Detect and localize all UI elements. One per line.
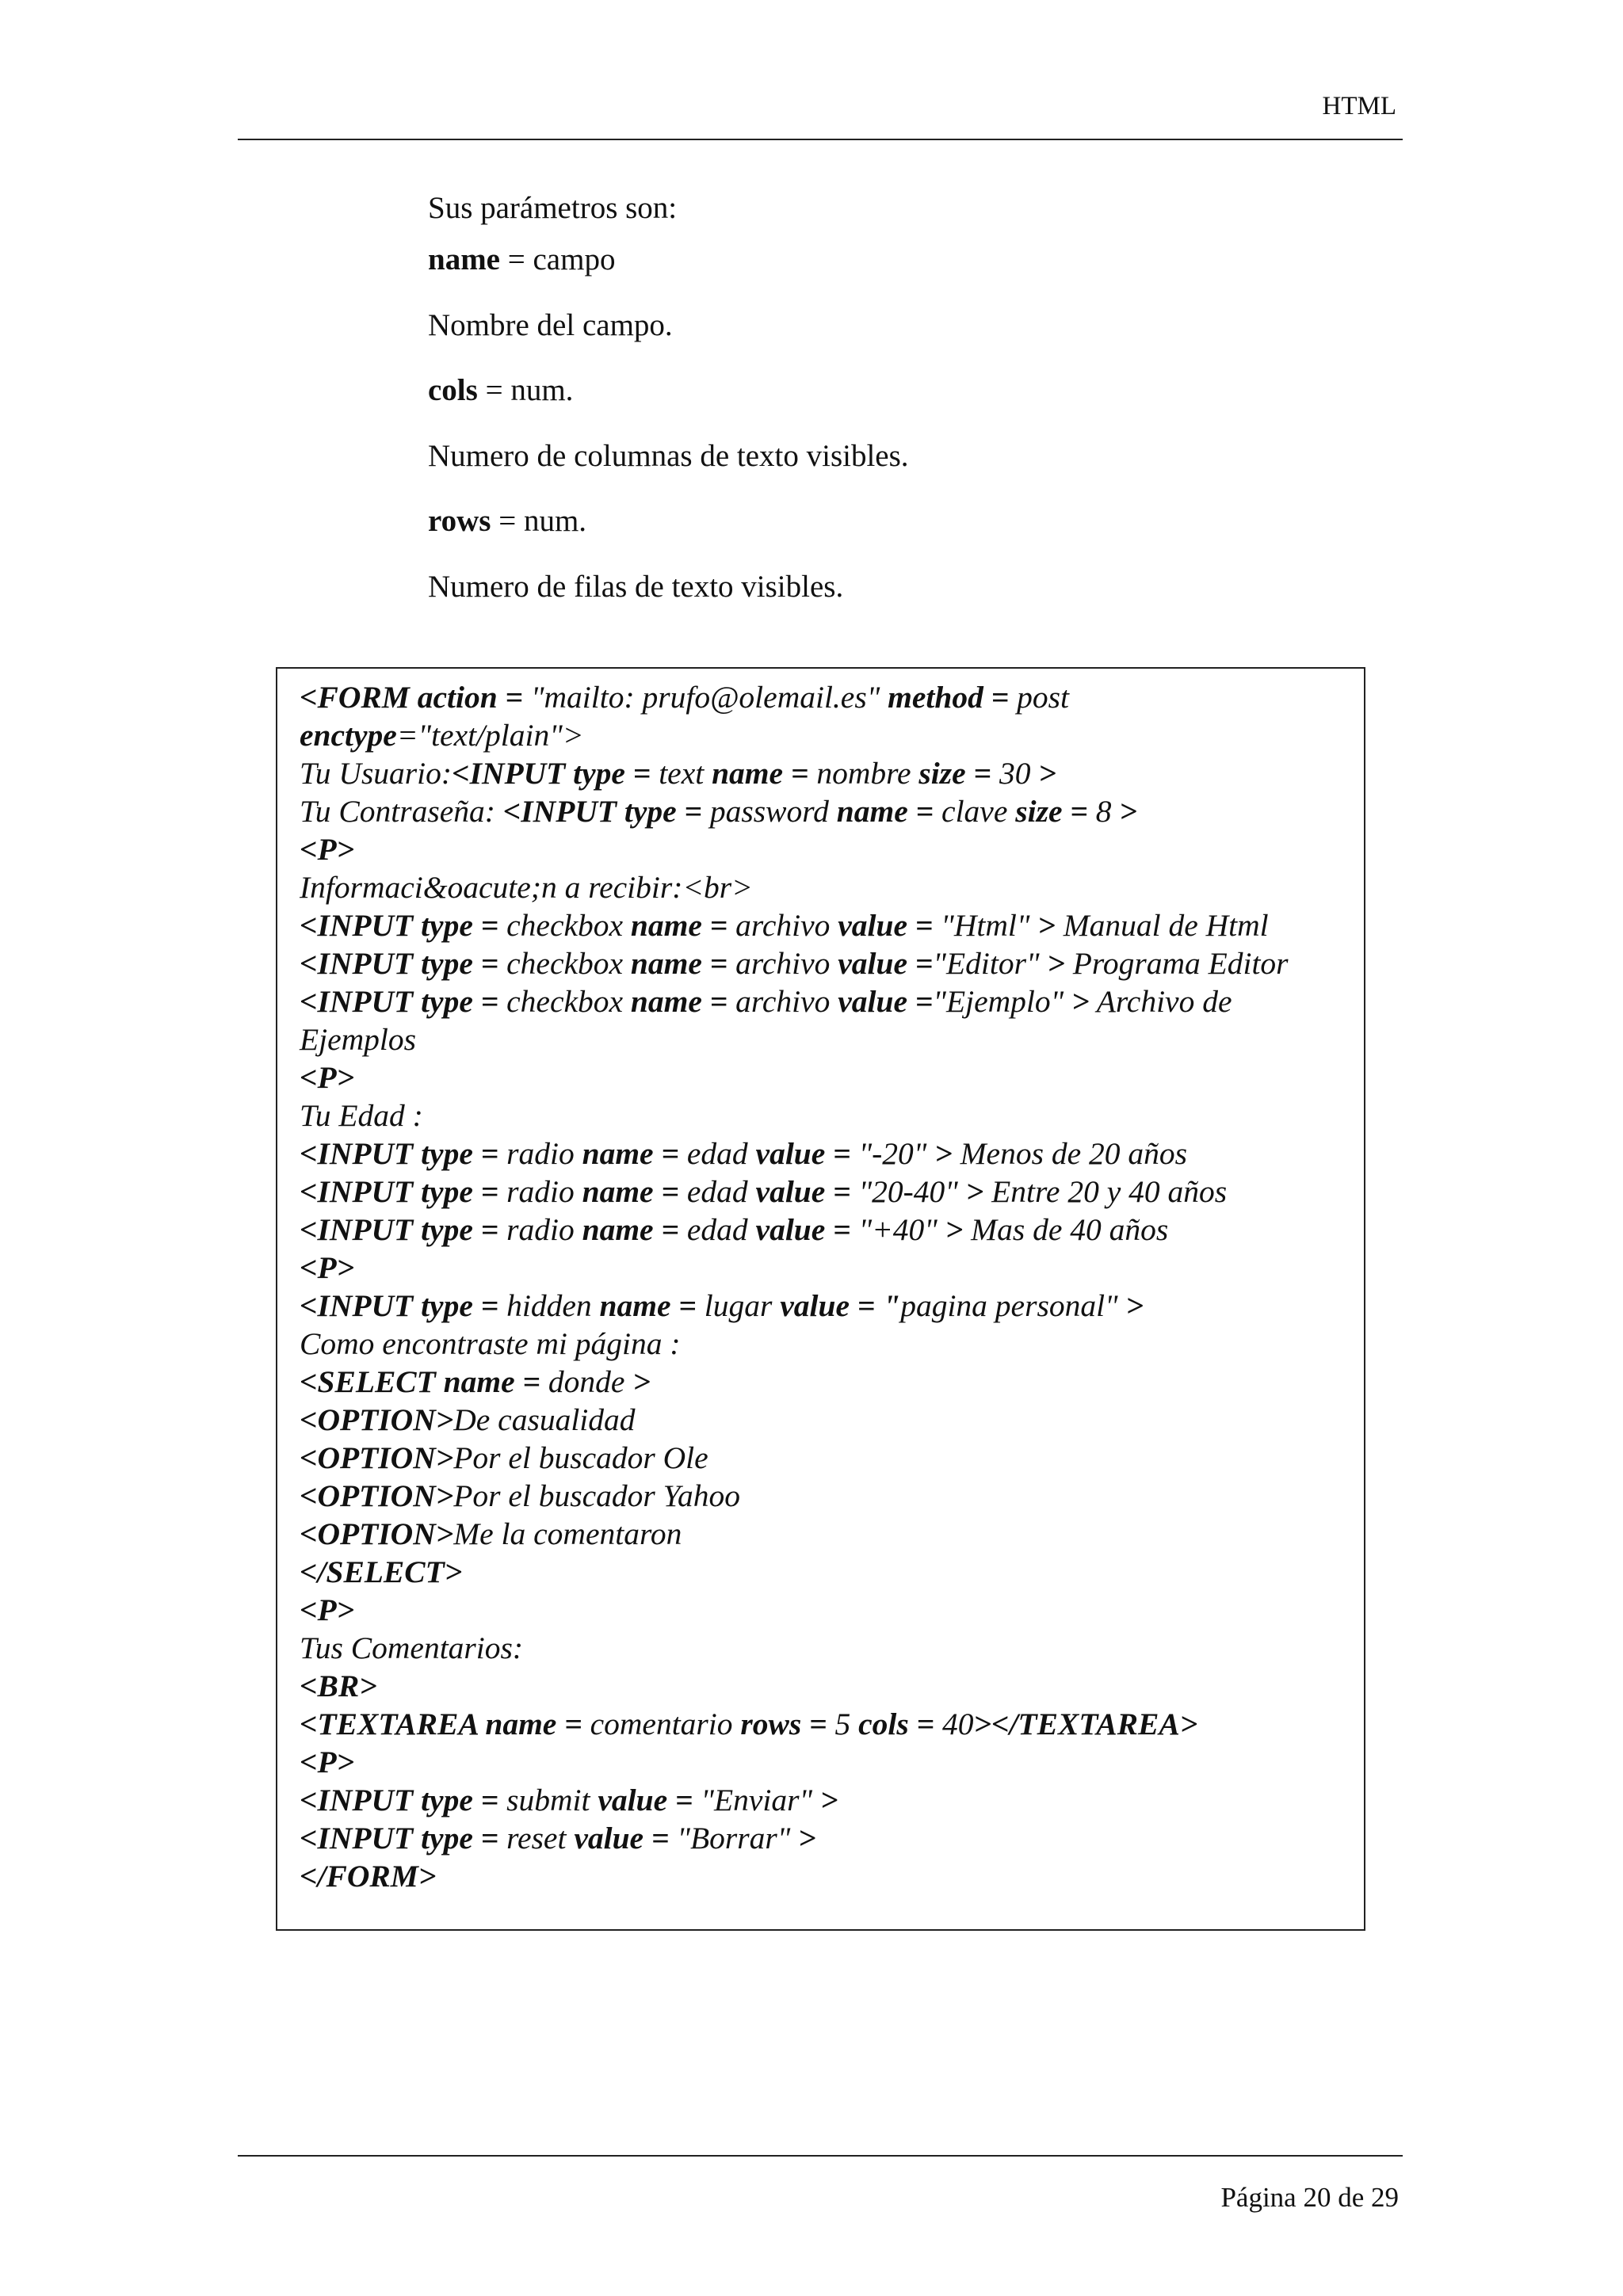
code-segment: checkbox: [506, 908, 631, 943]
code-segment: <OPTION>: [300, 1440, 454, 1475]
code-segment: =: [825, 1174, 859, 1209]
code-segment: name: [582, 1174, 654, 1209]
code-segment: text: [659, 756, 712, 791]
code-segment: name: [712, 756, 784, 791]
code-line: [300, 1325, 1354, 1363]
code-segment: value: [838, 984, 908, 1019]
code-segment: "-20": [858, 1136, 935, 1171]
code-line: [300, 1553, 1354, 1591]
code-line: [300, 1173, 1354, 1211]
code-segment: Tu Contraseña:: [300, 794, 503, 829]
code-segment: clave: [941, 794, 1016, 829]
code-segment: <P>: [300, 1060, 355, 1095]
code-segment: <INPUT type: [300, 1821, 473, 1855]
code-segment: "+40": [858, 1212, 945, 1247]
code-segment: =: [1062, 794, 1096, 829]
code-segment: =: [907, 984, 934, 1019]
code-segment: <INPUT type: [300, 1174, 473, 1209]
code-segment: rows: [740, 1707, 802, 1741]
code-segment: "20-40": [858, 1174, 966, 1209]
code-segment: =: [907, 946, 934, 981]
code-line: [300, 678, 1354, 716]
code-segment: =: [670, 1288, 705, 1323]
code-listing: [300, 678, 1354, 1895]
code-segment: radio: [506, 1212, 582, 1247]
param-rows-line: [428, 503, 586, 539]
code-line: [300, 1629, 1354, 1667]
code-line: [300, 1439, 1354, 1477]
code-line: [300, 1020, 1354, 1058]
code-segment: comentario: [590, 1707, 741, 1741]
code-line: [300, 944, 1354, 982]
code-segment: </SELECT>: [300, 1554, 463, 1589]
param-key: cols: [428, 373, 478, 407]
code-segment: Por el buscador Ole: [453, 1440, 708, 1475]
code-segment: "Ejemplo": [933, 984, 1072, 1019]
code-line: [300, 1058, 1354, 1097]
code-segment: reset: [506, 1821, 575, 1855]
code-segment: "Html": [941, 908, 1038, 943]
code-segment: Por el buscador Yahoo: [453, 1478, 740, 1513]
code-segment: =: [801, 1707, 835, 1741]
code-segment: donde: [548, 1364, 633, 1399]
code-segment: Mas de 40 años: [963, 1212, 1169, 1247]
code-segment: >: [945, 1212, 964, 1247]
code-segment: <INPUT type: [300, 984, 473, 1019]
code-segment: De casualidad: [453, 1402, 636, 1437]
code-segment: enctype: [300, 718, 397, 753]
code-segment: Tu Usuario:: [300, 756, 453, 791]
code-segment: =: [825, 1212, 859, 1247]
code-segment: "Enviar": [701, 1783, 820, 1817]
code-segment: archivo: [735, 946, 838, 981]
code-example-box: [276, 667, 1365, 1931]
param-value: = num.: [491, 504, 587, 538]
code-segment: value: [838, 908, 908, 943]
code-segment: name: [630, 946, 702, 981]
code-segment: <P>: [300, 1745, 355, 1779]
code-segment: edad: [686, 1136, 756, 1171]
code-segment: size: [1015, 794, 1063, 829]
code-segment: <INPUT type: [502, 794, 677, 829]
code-segment: >: [632, 1364, 651, 1399]
code-segment: size: [918, 756, 966, 791]
code-segment: =: [701, 908, 736, 943]
code-line: [300, 982, 1354, 1020]
code-segment: >: [1037, 908, 1056, 943]
code-line: [300, 1287, 1354, 1325]
code-segment: =: [825, 1136, 859, 1171]
code-segment: 40: [942, 1707, 974, 1741]
code-segment: Entre 20 y 40 años: [983, 1174, 1228, 1209]
code-segment: =: [472, 908, 507, 943]
parameters-intro: Sus parámetros son:: [428, 191, 678, 225]
code-segment: 8: [1095, 794, 1120, 829]
param-name-line: [428, 242, 615, 277]
code-segment: =: [472, 984, 507, 1019]
code-segment: value: [838, 946, 908, 981]
param-rows-desc: Numero de filas de texto visibles.: [428, 570, 844, 604]
code-segment: =: [701, 946, 736, 981]
code-segment: = ": [850, 1288, 901, 1323]
code-segment: value: [574, 1821, 644, 1855]
header-rule: [238, 139, 1403, 140]
code-segment: value: [755, 1174, 826, 1209]
code-segment: edad: [686, 1212, 756, 1247]
code-segment: "mailto: prufo@olemail.es": [530, 680, 888, 715]
code-line: [300, 1249, 1354, 1287]
code-line: [300, 1705, 1354, 1743]
code-segment: =: [653, 1174, 687, 1209]
code-segment: =: [472, 946, 507, 981]
code-segment: >: [819, 1783, 838, 1817]
code-line: [300, 1667, 1354, 1705]
code-segment: Archivo de: [1089, 984, 1232, 1019]
code-line: [300, 830, 1354, 868]
code-segment: >: [798, 1821, 816, 1855]
code-segment: value: [755, 1212, 826, 1247]
code-line: [300, 1363, 1354, 1401]
code-segment: Me la comentaron: [453, 1516, 682, 1551]
code-line: [300, 1819, 1354, 1857]
code-line: [300, 1591, 1354, 1629]
code-segment: name: [836, 794, 908, 829]
code-segment: >: [934, 1136, 953, 1171]
code-segment: Manual de Html: [1055, 908, 1269, 943]
code-segment: <INPUT type: [300, 1288, 473, 1323]
code-segment: >: [1038, 756, 1056, 791]
code-segment: "Editor": [933, 946, 1048, 981]
code-segment: =: [908, 1707, 943, 1741]
code-segment: <P>: [300, 1592, 355, 1627]
code-segment: value: [598, 1783, 668, 1817]
code-segment: =: [653, 1212, 687, 1247]
code-segment: <SELECT name: [300, 1364, 515, 1399]
code-segment: pagina personal": [900, 1288, 1126, 1323]
code-segment: =: [907, 908, 941, 943]
code-segment: <OPTION>: [300, 1402, 454, 1437]
code-line: [300, 716, 1354, 754]
code-segment: <P>: [300, 832, 355, 867]
code-segment: =: [965, 756, 999, 791]
code-segment: <INPUT type: [300, 946, 473, 981]
code-segment: >: [1119, 794, 1137, 829]
param-value: = campo: [500, 242, 616, 277]
code-segment: </FORM>: [300, 1859, 437, 1894]
code-line: [300, 792, 1354, 830]
code-line: [300, 754, 1354, 792]
code-segment: name: [582, 1212, 654, 1247]
code-segment: name: [599, 1288, 671, 1323]
code-segment: ></TEXTAREA>: [973, 1707, 1198, 1741]
code-segment: =: [701, 984, 736, 1019]
code-segment: =: [514, 1364, 548, 1399]
code-segment: =: [676, 794, 710, 829]
code-segment: radio: [506, 1136, 582, 1171]
code-segment: value: [780, 1288, 850, 1323]
code-segment: radio: [506, 1174, 582, 1209]
code-segment: <OPTION>: [300, 1516, 454, 1551]
code-segment: 5: [834, 1707, 859, 1741]
code-segment: Programa Editor: [1064, 946, 1289, 981]
code-line: [300, 1097, 1354, 1135]
code-segment: name: [630, 908, 702, 943]
code-line: [300, 1211, 1354, 1249]
code-segment: Como encontraste mi página :: [300, 1326, 681, 1361]
code-segment: =: [472, 1288, 507, 1323]
code-segment: <P>: [300, 1250, 355, 1285]
code-segment: =: [653, 1136, 687, 1171]
code-line: [300, 906, 1354, 944]
code-segment: cols: [858, 1707, 909, 1741]
code-segment: >: [1071, 984, 1090, 1019]
code-segment: submit: [506, 1783, 598, 1817]
code-segment: <INPUT type: [300, 1783, 473, 1817]
code-segment: Ejemplos: [300, 1022, 417, 1057]
code-segment: archivo: [735, 984, 838, 1019]
code-segment: hidden: [506, 1288, 600, 1323]
code-segment: ="text/plain">: [396, 718, 584, 753]
code-segment: Tus Comentarios:: [300, 1630, 524, 1665]
code-segment: <BR>: [300, 1669, 377, 1703]
param-key: name: [428, 242, 500, 277]
code-segment: >: [965, 1174, 984, 1209]
code-segment: Informaci&oacute;n a recibir:<br>: [300, 870, 753, 905]
code-line: [300, 868, 1354, 906]
code-segment: =: [783, 756, 817, 791]
code-segment: method =: [888, 680, 1018, 715]
code-segment: =: [643, 1821, 678, 1855]
code-segment: archivo: [735, 908, 838, 943]
code-segment: Tu Edad :: [300, 1098, 423, 1133]
code-segment: =: [556, 1707, 590, 1741]
code-segment: =: [624, 756, 659, 791]
code-line: [300, 1477, 1354, 1515]
code-segment: password: [709, 794, 837, 829]
header-title: HTML: [1322, 92, 1396, 120]
code-segment: >: [1047, 946, 1065, 981]
code-segment: <INPUT type: [300, 1212, 473, 1247]
code-segment: =: [472, 1136, 507, 1171]
code-segment: =: [472, 1174, 507, 1209]
param-key: rows: [428, 504, 491, 538]
code-line: [300, 1857, 1354, 1895]
code-segment: =: [497, 680, 531, 715]
code-segment: <TEXTAREA name: [300, 1707, 557, 1741]
code-segment: =: [472, 1212, 507, 1247]
code-segment: name: [582, 1136, 654, 1171]
code-segment: value: [755, 1136, 826, 1171]
code-segment: checkbox: [506, 946, 631, 981]
code-line: [300, 1135, 1354, 1173]
code-segment: =: [667, 1783, 701, 1817]
code-segment: checkbox: [506, 984, 631, 1019]
code-segment: =: [907, 794, 942, 829]
param-name-desc: Nombre del campo.: [428, 308, 673, 342]
param-cols-line: [428, 372, 573, 408]
code-segment: <INPUT type: [300, 1136, 473, 1171]
code-segment: =: [472, 1821, 507, 1855]
footer-rule: [238, 2155, 1403, 2157]
page-number: Página 20 de 29: [1220, 2182, 1399, 2213]
code-segment: "Borrar": [677, 1821, 799, 1855]
param-value: = num.: [477, 373, 574, 407]
code-segment: Menos de 20 años: [952, 1136, 1187, 1171]
code-segment: lugar: [704, 1288, 781, 1323]
code-segment: <INPUT type: [452, 756, 625, 791]
code-line: [300, 1743, 1354, 1781]
code-line: [300, 1401, 1354, 1439]
code-segment: >: [1125, 1288, 1144, 1323]
code-segment: =: [472, 1783, 507, 1817]
param-cols-desc: Numero de columnas de texto visibles.: [428, 439, 909, 473]
code-segment: <INPUT type: [300, 908, 473, 943]
code-segment: 30: [999, 756, 1039, 791]
code-line: [300, 1515, 1354, 1553]
code-segment: <OPTION>: [300, 1478, 454, 1513]
code-line: [300, 1781, 1354, 1819]
code-segment: nombre: [816, 756, 919, 791]
code-segment: <FORM action: [300, 680, 498, 715]
code-segment: post: [1017, 680, 1069, 715]
code-segment: edad: [686, 1174, 756, 1209]
code-segment: name: [630, 984, 702, 1019]
